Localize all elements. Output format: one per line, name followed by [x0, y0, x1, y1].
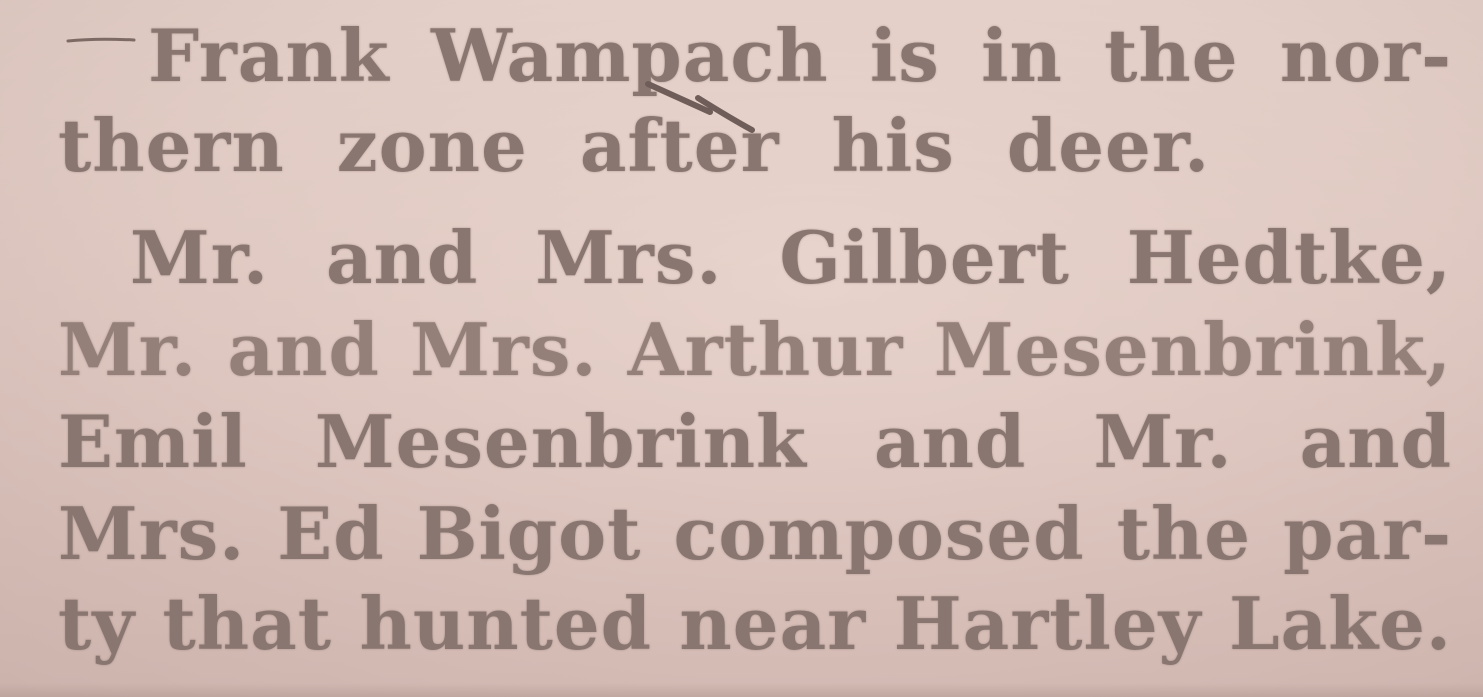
- paragraph-2-line-1: Mr. and Mrs. Gilbert Hedtke,: [130, 215, 1452, 300]
- paragraph-2-line-4: Mrs. Ed Bigot composed the par-: [58, 491, 1452, 576]
- paper-bottom-edge: [0, 683, 1483, 697]
- paragraph-2-line-5: ty that hunted near Hartley Lake.: [58, 581, 1452, 666]
- pen-dash-icon: [66, 36, 136, 44]
- handwritten-pen-stroke-icon: [640, 78, 760, 138]
- paragraph-1-line-2: thern zone after his deer.: [58, 103, 1211, 188]
- paragraph-1-line-1: Frank Wampach is in the nor-: [148, 13, 1452, 98]
- paragraph-2-line-3: Emil Mesenbrink and Mr. and: [58, 399, 1452, 484]
- paragraph-2-line-2: Mr. and Mrs. Arthur Mesenbrink,: [58, 307, 1452, 392]
